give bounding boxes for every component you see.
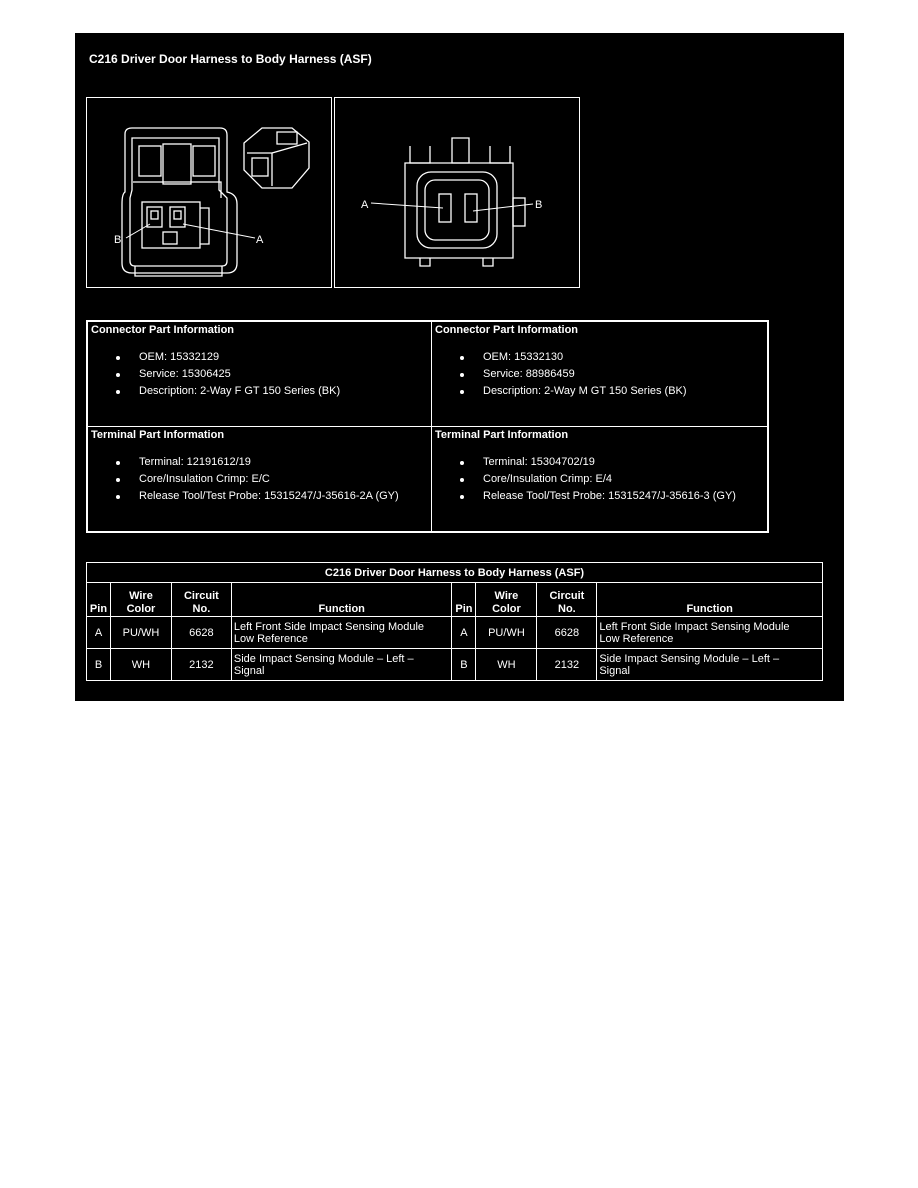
function-header: Function bbox=[597, 583, 823, 617]
list-item: OEM: 15332130 bbox=[483, 349, 764, 366]
table-caption: C216 Driver Door Harness to Body Harness (ASF) bbox=[87, 563, 823, 583]
document-panel bbox=[75, 33, 844, 701]
terminal-info-heading: Terminal Part Information bbox=[91, 429, 225, 441]
connector-info-heading: Connector Part Information bbox=[435, 324, 579, 336]
list-item: Core/Insulation Crimp: E/4 bbox=[483, 471, 764, 488]
circuit-cell: 2132 bbox=[171, 649, 231, 681]
table-header-row bbox=[87, 583, 823, 617]
wire-color-cell: WH bbox=[110, 649, 171, 681]
male-pin-b-label: B bbox=[535, 199, 543, 211]
list-item: Terminal: 15304702/19 bbox=[483, 454, 764, 471]
circuit-header: Circuit No. bbox=[171, 583, 231, 617]
female-connector-figure bbox=[86, 97, 332, 288]
male-pin-a-label: A bbox=[361, 199, 369, 211]
circuit-cell: 6628 bbox=[171, 617, 231, 649]
terminal-info-list bbox=[435, 454, 764, 505]
circuit-header: Circuit No. bbox=[537, 583, 597, 617]
list-item: Release Tool/Test Probe: 15315247/J-35616-3 (GY) bbox=[483, 488, 764, 505]
table-row bbox=[87, 617, 823, 649]
female-pin-a-label: A bbox=[256, 234, 264, 246]
function-cell: Side Impact Sensing Module – Left – Signal bbox=[231, 649, 452, 681]
list-item: Terminal: 12191612/19 bbox=[139, 454, 428, 471]
connector-info-male bbox=[431, 321, 768, 427]
male-connector-figure bbox=[334, 97, 580, 288]
wire-color-header: Wire Color bbox=[476, 583, 537, 617]
terminal-info-heading: Terminal Part Information bbox=[435, 429, 569, 441]
terminal-info-male bbox=[431, 426, 768, 532]
function-cell: Side Impact Sensing Module – Left – Signal bbox=[597, 649, 823, 681]
list-item: Service: 15306425 bbox=[139, 366, 428, 383]
wire-color-cell: WH bbox=[476, 649, 537, 681]
part-information-grid bbox=[86, 320, 769, 533]
list-item: OEM: 15332129 bbox=[139, 349, 428, 366]
list-item: Release Tool/Test Probe: 15315247/J-35616-2A (GY) bbox=[139, 488, 428, 505]
pin-header: Pin bbox=[452, 583, 476, 617]
wire-color-cell: PU/WH bbox=[476, 617, 537, 649]
connector-info-list bbox=[91, 349, 428, 400]
connector-info-female bbox=[87, 321, 432, 427]
male-connector-drawing bbox=[335, 98, 581, 289]
pinout-table bbox=[86, 562, 823, 681]
wire-color-header: Wire Color bbox=[110, 583, 171, 617]
pin-cell: B bbox=[452, 649, 476, 681]
pin-cell: A bbox=[87, 617, 111, 649]
document-title: C216 Driver Door Harness to Body Harness (ASF) bbox=[89, 52, 372, 66]
list-item: Description: 2-Way M GT 150 Series (BK) bbox=[483, 383, 764, 400]
connector-info-heading: Connector Part Information bbox=[91, 324, 235, 336]
table-row bbox=[87, 649, 823, 681]
function-cell: Left Front Side Impact Sensing Module Low Reference bbox=[231, 617, 452, 649]
function-header: Function bbox=[231, 583, 452, 617]
function-cell: Left Front Side Impact Sensing Module Low Reference bbox=[597, 617, 823, 649]
pin-cell: A bbox=[452, 617, 476, 649]
circuit-cell: 2132 bbox=[537, 649, 597, 681]
list-item: Service: 88986459 bbox=[483, 366, 764, 383]
list-item: Description: 2-Way F GT 150 Series (BK) bbox=[139, 383, 428, 400]
terminal-info-female bbox=[87, 426, 432, 532]
female-connector-drawing bbox=[87, 98, 333, 289]
pin-cell: B bbox=[87, 649, 111, 681]
female-pin-b-label: B bbox=[114, 234, 122, 246]
pin-header: Pin bbox=[87, 583, 111, 617]
circuit-cell: 6628 bbox=[537, 617, 597, 649]
connector-info-list bbox=[435, 349, 764, 400]
wire-color-cell: PU/WH bbox=[110, 617, 171, 649]
terminal-info-list bbox=[91, 454, 428, 505]
list-item: Core/Insulation Crimp: E/C bbox=[139, 471, 428, 488]
